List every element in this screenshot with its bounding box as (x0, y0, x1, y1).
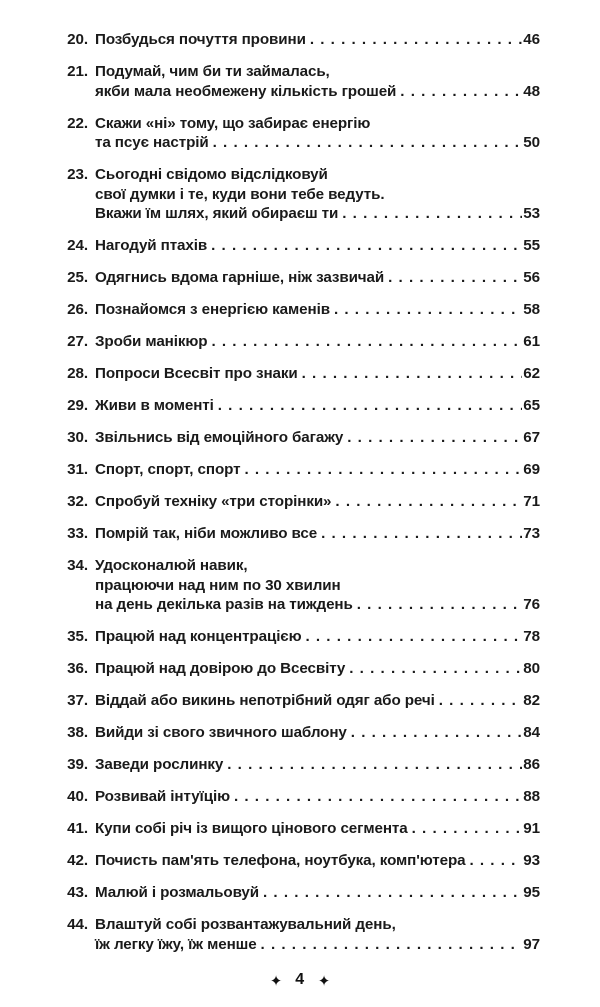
dot-leader (321, 524, 522, 544)
toc-entry[interactable] (60, 300, 540, 320)
toc-entry-title: Малюй і розмальовуй (95, 884, 260, 901)
toc-entry-title: Подумай, чим би ти займалась, (95, 63, 330, 80)
toc-entry-last-line (60, 204, 540, 224)
dot-leader (388, 268, 522, 288)
dot-leader (263, 883, 522, 903)
toc-entry-last-line (60, 691, 540, 711)
toc-entry-page-number: 73 (523, 525, 540, 542)
toc-entry-page-number: 62 (523, 365, 540, 382)
toc-entry[interactable] (60, 492, 540, 512)
toc-entry-title: Вкажи їм шлях, який обираєш ти (95, 205, 339, 222)
toc-entry-last-line (60, 524, 540, 544)
toc-entry[interactable] (60, 755, 540, 775)
toc-entry-page-number: 93 (523, 852, 540, 869)
toc-entry-last-line (60, 595, 540, 615)
toc-entry[interactable] (60, 332, 540, 352)
toc-entry-last-line (60, 133, 540, 153)
dot-leader (261, 935, 523, 955)
toc-entry-page-number: 82 (523, 692, 540, 709)
toc-entry-title: Вийди зі свого звичного шаблону (95, 724, 347, 741)
star-ornament-right-icon: ✦ (317, 972, 331, 990)
toc-entry-number: 23. (67, 166, 88, 183)
toc-entry-last-line (60, 428, 540, 448)
toc-entry-title: Звільнись від емоційного багажу (95, 429, 344, 446)
toc-entry-last-line (60, 236, 540, 256)
dot-leader (412, 819, 523, 839)
toc-entry-page-number: 53 (523, 205, 540, 222)
toc-entry-last-line (60, 30, 540, 50)
toc-entry-last-line (60, 492, 540, 512)
toc-entry-title: Сьогодні свідомо відслідковуй (95, 166, 328, 183)
dot-leader (211, 332, 522, 352)
dot-leader (302, 364, 523, 384)
toc-entry[interactable] (60, 268, 540, 288)
toc-entry-last-line (60, 82, 540, 102)
toc-entry-page-number: 50 (523, 134, 540, 151)
toc-entry-title: Попроси Всесвіт про знаки (95, 365, 298, 382)
toc-entry-number: 40. (67, 788, 88, 805)
dot-leader (349, 659, 522, 679)
toc-entry-number: 27. (67, 333, 88, 350)
toc-entry-number: 25. (67, 269, 88, 286)
dot-leader (351, 723, 523, 743)
toc-entry-title: Купи собі річ із вищого цінового сегмента (95, 820, 408, 837)
toc-entry-number: 34. (67, 557, 88, 574)
toc-entry[interactable] (60, 236, 540, 256)
toc-entry-title: Позбудься почуття провини (95, 31, 306, 48)
toc-entry-number: 21. (67, 63, 88, 80)
toc-entry-title: Скажи «ні» тому, що забирає енергію (95, 114, 371, 132)
toc-entry-title: Почисть пам'ять телефона, ноутбука, комп'ютера (95, 852, 466, 869)
toc-entry-title: Спробуй техніку «три сторінки» (95, 493, 332, 510)
toc-entry-line (60, 165, 540, 185)
toc-entry[interactable] (60, 114, 540, 153)
toc-entry[interactable] (60, 723, 540, 743)
toc-entry-line (60, 576, 540, 596)
toc-entry-page-number: 76 (523, 596, 540, 613)
toc-entry[interactable] (60, 460, 540, 480)
toc-entry-title: їж легку їжу, їж менше (95, 935, 257, 953)
toc-entry-last-line (60, 627, 540, 647)
toc-entry[interactable] (60, 524, 540, 544)
toc-entry-last-line (60, 723, 540, 743)
toc-list (60, 30, 540, 954)
toc-entry-last-line (60, 268, 540, 288)
toc-entry-number: 29. (67, 397, 88, 414)
dot-leader (227, 755, 522, 775)
footer-page-number: 4 (295, 971, 305, 988)
star-ornament-left-icon: ✦ (269, 972, 283, 990)
toc-entry-number: 28. (67, 365, 88, 382)
toc-entry-line (60, 556, 540, 576)
toc-entry[interactable] (60, 627, 540, 647)
toc-entry-title: Працюй над довірою до Всесвіту (95, 660, 346, 677)
toc-entry[interactable] (60, 883, 540, 903)
toc-entry-number: 36. (67, 660, 88, 677)
toc-entry-page-number: 69 (523, 461, 540, 478)
toc-entry-title: Заведи рослинку (95, 756, 224, 773)
dot-leader (244, 460, 522, 480)
toc-entry-title: якби мала необмежену кількість грошей (95, 82, 397, 100)
toc-entry[interactable] (60, 659, 540, 679)
toc-entry-page-number: 56 (523, 269, 540, 286)
toc-entry-title: Удосконалюй навик, (95, 557, 248, 574)
toc-entry-title: Віддай або викинь непотрібний одяг або речі (95, 692, 435, 709)
toc-entry-last-line (60, 787, 540, 807)
dot-leader (305, 627, 522, 647)
dot-leader (357, 595, 523, 615)
toc-entry-page-number: 46 (523, 31, 540, 48)
toc-entry-number: 42. (67, 852, 88, 869)
toc-entry[interactable] (60, 30, 540, 50)
toc-entry-page-number: 67 (523, 429, 540, 446)
toc-entry-last-line (60, 460, 540, 480)
toc-entry-last-line (60, 755, 540, 775)
toc-entry-last-line (60, 364, 540, 384)
dot-leader (334, 300, 522, 320)
dot-leader (213, 133, 523, 153)
toc-entry-page-number: 48 (523, 82, 540, 100)
toc-entry-line (60, 114, 540, 134)
toc-entry-page-number: 88 (523, 788, 540, 805)
toc-entry-page-number: 58 (523, 301, 540, 318)
toc-entry-last-line (60, 300, 540, 320)
dot-leader (234, 787, 522, 807)
toc-entry-last-line (60, 659, 540, 679)
toc-entry-title: Познайомся з енергією каменів (95, 301, 330, 318)
toc-entry-number: 30. (67, 429, 88, 446)
toc-entry[interactable] (60, 62, 540, 101)
toc-entry[interactable] (60, 819, 540, 839)
dot-leader (218, 396, 523, 416)
toc-entry-last-line (60, 396, 540, 416)
toc-entry-number: 22. (67, 114, 88, 132)
toc-entry[interactable] (60, 787, 540, 807)
toc-entry-line (60, 915, 540, 935)
toc-entry[interactable] (60, 165, 540, 224)
toc-entry-title: Нагодуй птахів (95, 237, 208, 254)
toc-entry-last-line (60, 819, 540, 839)
toc-entry-number: 39. (67, 756, 88, 773)
toc-entry-title: Зроби манікюр (95, 333, 208, 350)
toc-entry-number: 32. (67, 493, 88, 510)
toc-entry-number: 41. (67, 820, 88, 837)
toc-entry[interactable] (60, 915, 540, 954)
toc-entry-number: 37. (67, 692, 88, 709)
toc-entry-title: Спорт, спорт, спорт (95, 461, 241, 478)
toc-entry[interactable] (60, 364, 540, 384)
dot-leader (469, 851, 522, 871)
toc-entry-number: 43. (67, 884, 88, 901)
toc-entry-page-number: 86 (523, 756, 540, 773)
toc-entry-line (60, 62, 540, 82)
toc-entry[interactable] (60, 691, 540, 711)
toc-entry-page-number: 97 (523, 935, 540, 953)
toc-entry-number: 44. (67, 916, 88, 933)
toc-entry-page-number: 95 (523, 884, 540, 901)
toc-entry-number: 38. (67, 724, 88, 741)
toc-entry-last-line (60, 851, 540, 871)
toc-entry-title: працюючи над ним по 30 хвилин (95, 576, 341, 594)
dot-leader (342, 204, 522, 224)
toc-entry-title: Працюй над концентрацією (95, 628, 302, 645)
dot-leader (310, 30, 522, 50)
toc-entry-line (60, 185, 540, 205)
toc-entry[interactable] (60, 556, 540, 615)
toc-entry-last-line (60, 883, 540, 903)
toc-entry-number: 24. (67, 237, 88, 254)
toc-entry-page-number: 78 (523, 628, 540, 645)
toc-entry-title: Розвивай інтуїцію (95, 788, 230, 805)
page-footer (0, 971, 600, 989)
toc-entry-number: 33. (67, 525, 88, 542)
toc-entry-page-number: 71 (523, 493, 540, 510)
toc-entry-number: 35. (67, 628, 88, 645)
toc-entry-page-number: 80 (523, 660, 540, 677)
toc-entry-title: на день декілька разів на тиждень (95, 596, 353, 613)
toc-entry-page-number: 55 (523, 237, 540, 254)
toc-entry-number: 31. (67, 461, 88, 478)
toc-entry-last-line (60, 935, 540, 955)
dot-leader (400, 82, 522, 102)
toc-entry-title: та псує настрій (95, 134, 209, 151)
toc-entry-title: Влаштуй собі розвантажувальний день, (95, 916, 396, 933)
toc-entry-title: Помрій так, ніби можливо все (95, 525, 318, 542)
toc-entry-page-number: 61 (523, 333, 540, 350)
toc-entry-number: 26. (67, 301, 88, 318)
toc-entry-page-number: 91 (523, 820, 540, 837)
toc-entry-title: свої думки і те, куди вони тебе ведуть. (95, 185, 385, 203)
toc-entry-page-number: 65 (523, 397, 540, 414)
toc-entry[interactable] (60, 428, 540, 448)
dot-leader (347, 428, 522, 448)
toc-entry-title: Живи в моменті (95, 397, 214, 414)
dot-leader (211, 236, 522, 256)
toc-entry-number: 20. (67, 31, 88, 48)
toc-entry-title: Одягнись вдома гарніше, ніж зазвичай (95, 269, 385, 286)
toc-entry[interactable] (60, 396, 540, 416)
dot-leader (439, 691, 523, 711)
toc-entry-page-number: 84 (523, 724, 540, 741)
toc-entry-last-line (60, 332, 540, 352)
toc-entry[interactable] (60, 851, 540, 871)
dot-leader (335, 492, 522, 512)
